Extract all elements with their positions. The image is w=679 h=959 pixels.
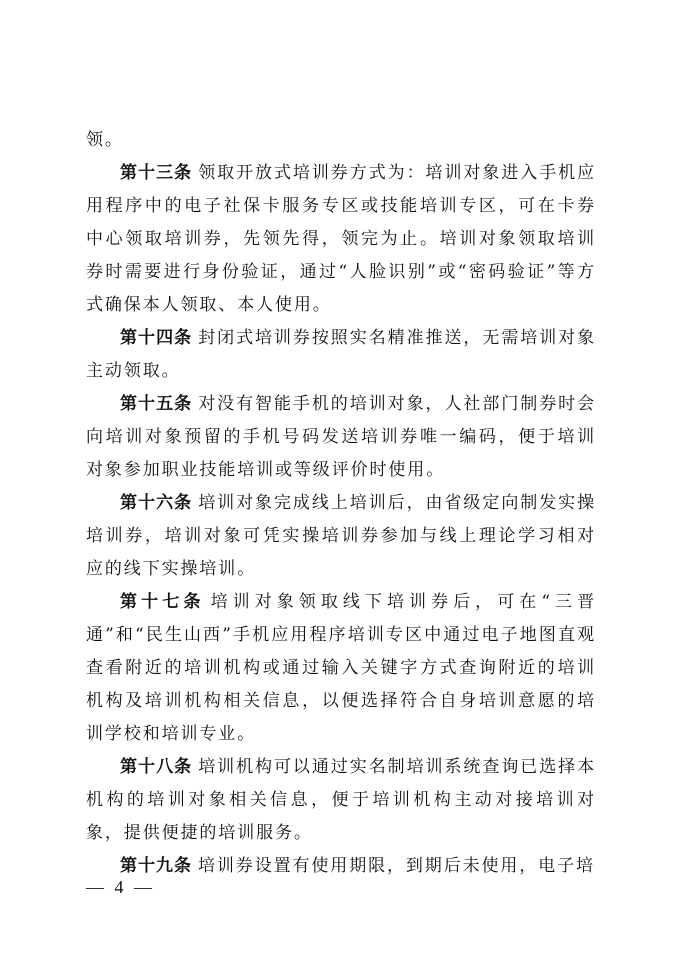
article-13 [86,157,596,322]
article-17 [86,586,596,751]
article-15 [86,388,596,487]
page-number: — 4 — [86,877,155,897]
article-number: 第十五条 [120,394,193,414]
paragraph-text: 培训对象完成线上培训后，由省级定向制发实操培训券，培训对象可凭实操培训券参加与线上理论学习相对应的线下实操培训。 [86,493,596,579]
paragraph-text: 培训机构可以通过实名制培训系统查询已选择本机构的培训对象相关信息，便于培训机构主动对接培训对象，提供便捷的培训服务。 [86,757,596,843]
body-text [86,124,596,883]
paragraph-text: 封闭式培训券按照实名精准推送，无需培训对象主动领取。 [86,328,596,381]
article-19 [86,850,596,883]
article-18 [86,751,596,850]
paragraph-text: 领取开放式培训券方式为：培训对象进入手机应用程序中的电子社保卡服务专区或技能培训专区，可在卡券中心领取培训券，先领先得，领完为止。培训对象领取培训券时需要进行身份验证，通过“人脸识别”或“密码验证”等方式确保本人领取、本人使用。 [86,163,596,315]
paragraph-text: 对没有智能手机的培训对象，人社部门制券时会向培训对象预留的手机号码发送培训券唯一编码，便于培训对象参加职业技能培训或等级评价时使用。 [86,394,596,480]
article-16 [86,487,596,586]
article-14 [86,322,596,388]
article-number: 第十三条 [120,163,193,183]
paragraph-continuation [86,124,596,157]
paragraph-text: 培训对象领取线下培训券后，可在“三晋通”和“民生山西”手机应用程序培训专区中通过电子地图直观查看附近的培训机构或通过输入关键字方式查询附近的培训机构及培训机构相关信息，以便选择符合自身培训意愿的培训学校和培训专业。 [86,592,597,744]
article-number: 第十六条 [120,493,193,513]
paragraph-text: 培训券设置有使用期限，到期后未使用，电子培 [198,856,595,876]
article-number: 第十八条 [120,757,193,777]
paragraph-text: 领。 [86,130,124,150]
article-number: 第十七条 [120,592,205,612]
article-number: 第十四条 [120,328,193,348]
article-number: 第十九条 [120,856,192,876]
